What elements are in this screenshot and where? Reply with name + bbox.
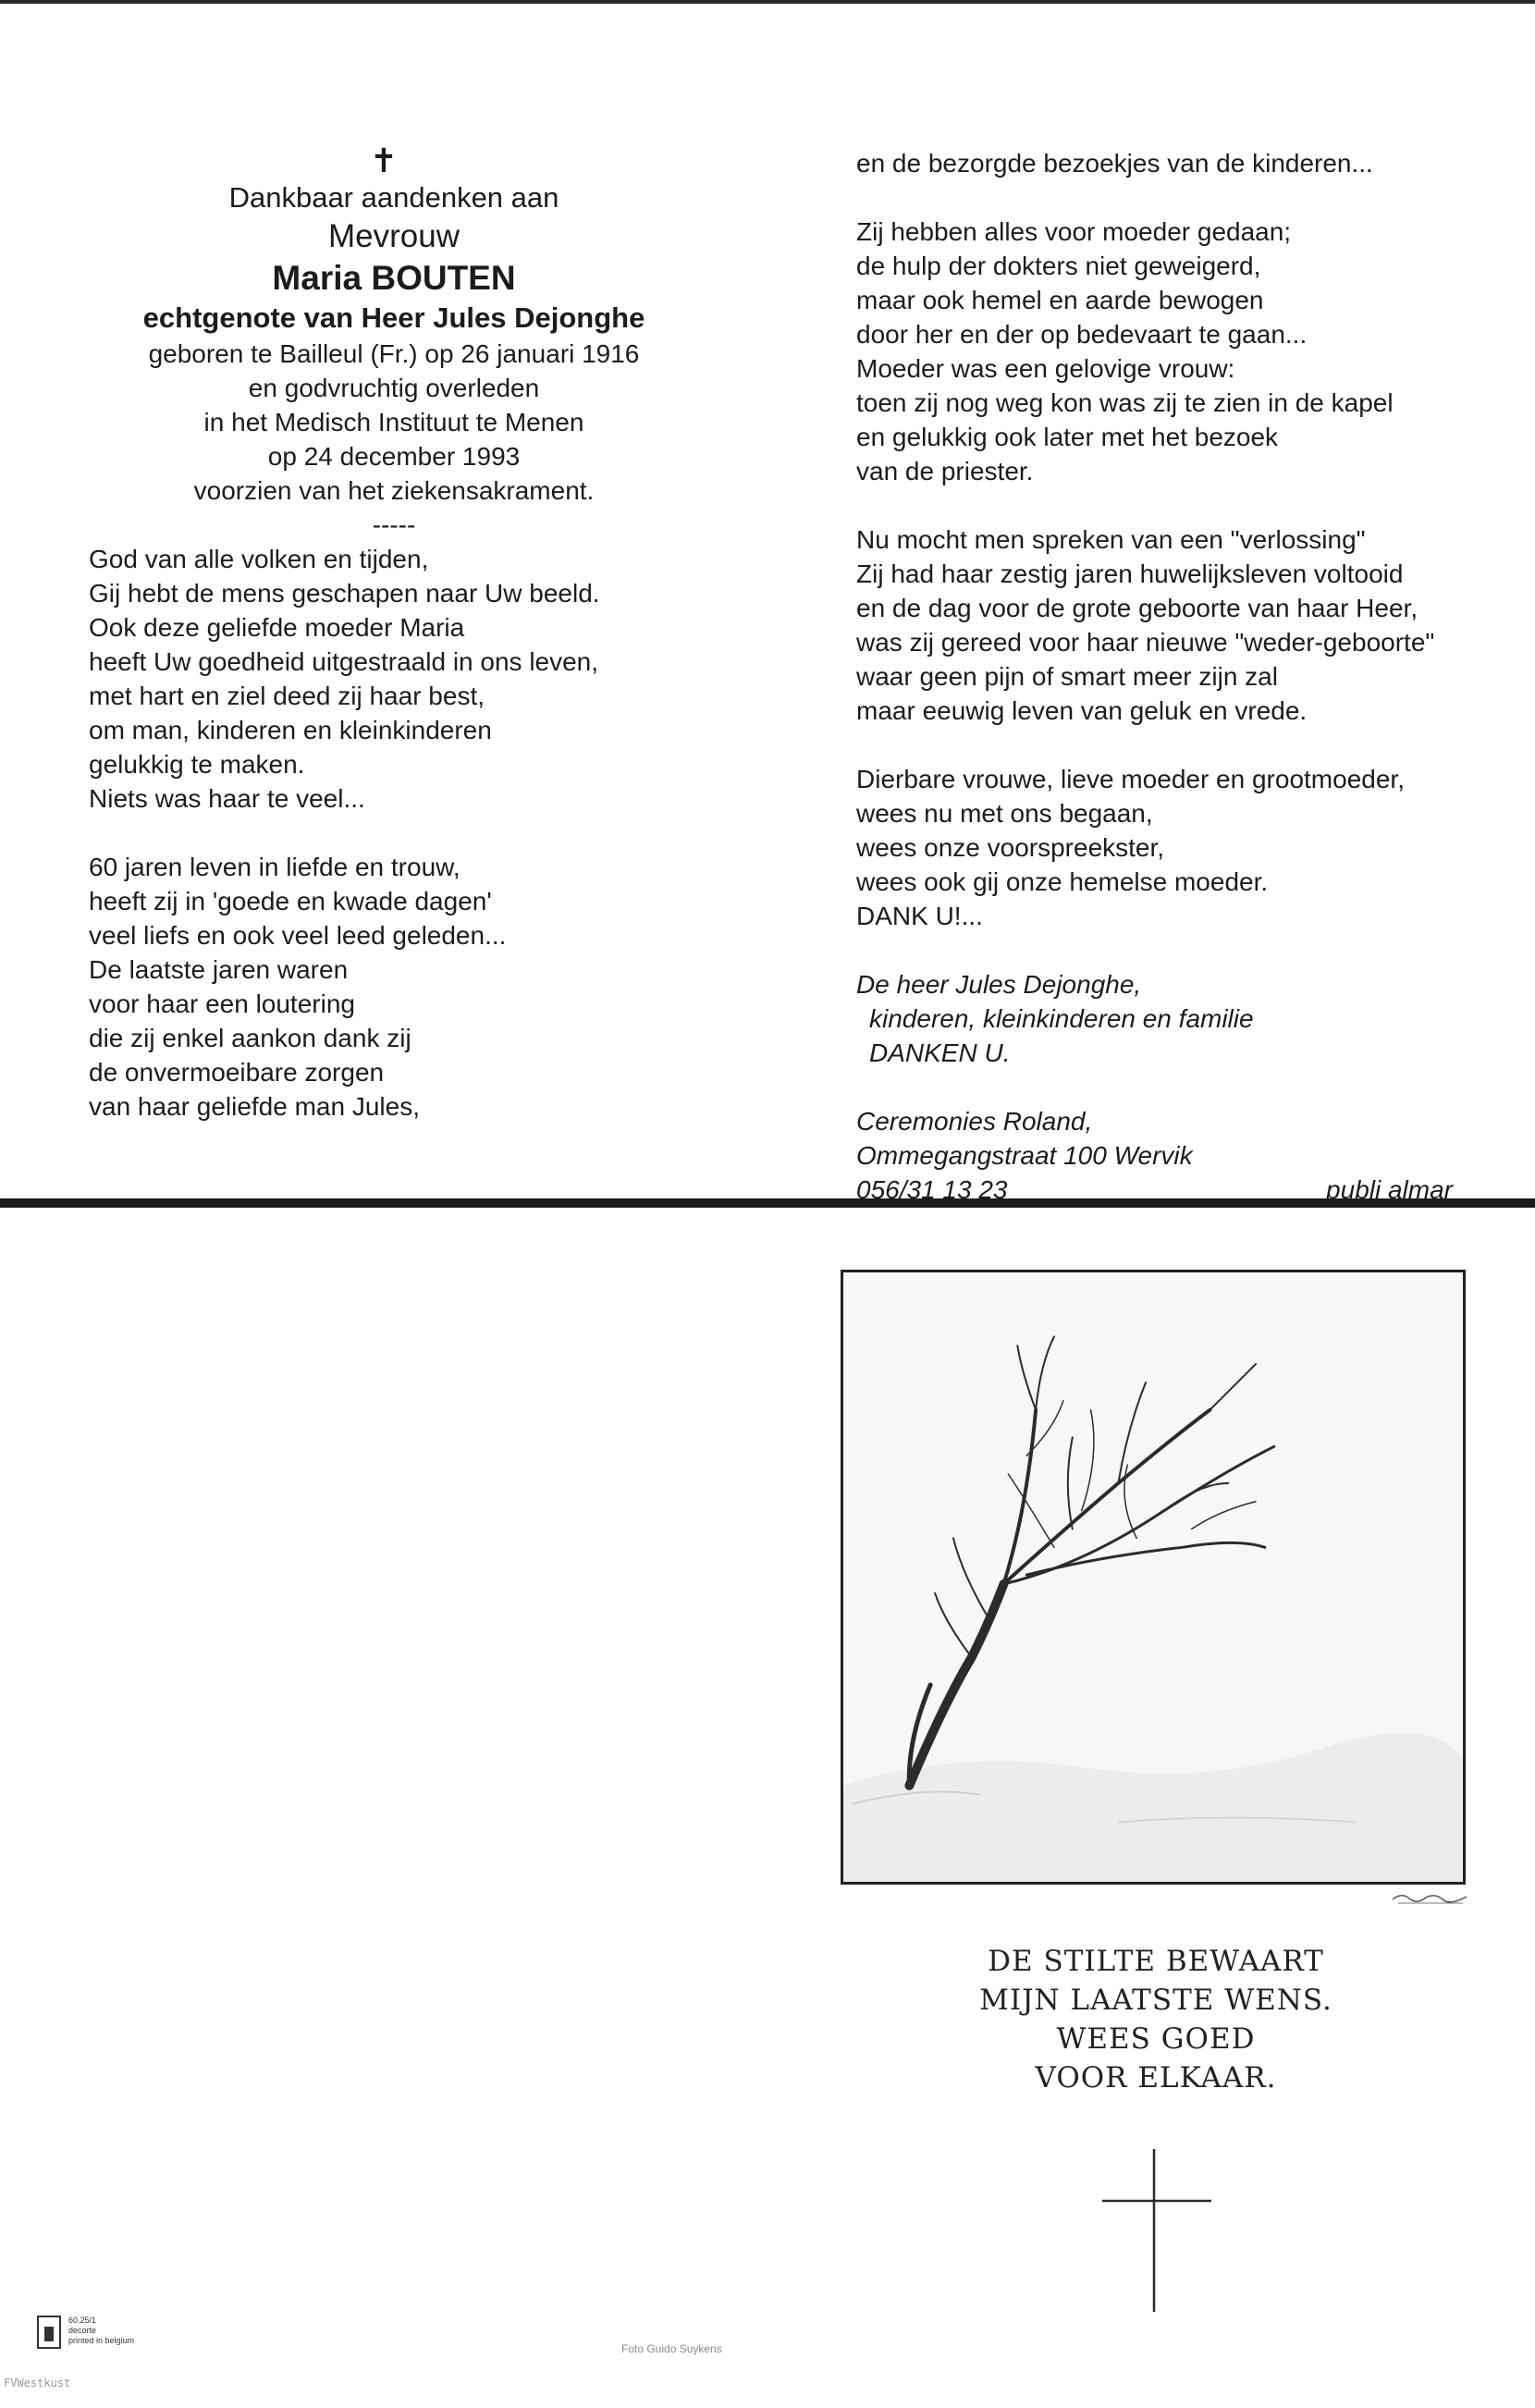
printer-mark [37,2316,194,2353]
text-line: die zij enkel aankon dank zij [89,1024,411,1052]
birth-line: geboren te Bailleul (Fr.) op 26 januari 1916 [148,339,640,368]
text-line: en de bezorgde bezoekjes van de kinderen... [856,149,1373,178]
text-line: DANK U!... [856,902,983,930]
undertaker-block [856,1104,1485,1207]
text-line: Nu mocht men spreken van een "verlossing" [856,525,1366,554]
text-line: maar ook hemel en aarde bewogen [856,286,1264,314]
photo-credit: Foto Guido Suykens [621,2342,722,2355]
spouse-line: echtgenote van Heer Jules Dejonghe [142,301,645,334]
printer-country: printed in belgium [68,2336,135,2345]
verse-line: VOOR ELKAAR. [1035,2061,1277,2095]
honorific: Mevrouw [328,218,460,254]
thanks-block [856,967,1485,1070]
text-line: was zij gereed voor haar nieuwe "weder-geboorte" [856,628,1435,657]
text-line: kinderen, kleinkinderen en familie [869,1004,1254,1033]
death-line-3: op 24 december 1993 [267,442,521,471]
text-line: wees onze voorspreekster, [856,833,1165,862]
text-line: heeft zij in 'goede en kwade dagen' [89,887,492,915]
text-line: van de priester. [856,457,1034,485]
undertaker-address: Ommegangstraat 100 Wervik [856,1141,1193,1170]
text-line: Ook deze geliefde moeder Maria [89,613,465,642]
closing-verse [888,1942,1424,2097]
windswept-tree-image [843,1272,1463,1882]
text-line: toen zij nog weg kon was zij te zien in de kapel [856,388,1394,417]
verse-line: MIJN LAATSTE WENS. [979,1984,1332,2017]
prayer-paragraph-1 [89,542,699,816]
text-line: De laatste jaren waren [89,955,349,984]
photographer-signature-icon [1391,1890,1468,1905]
prayer-paragraph-2 [89,850,699,1124]
sacrament-line: voorzien van het ziekensakrament. [193,476,595,505]
text-line: veel liefs en ook veel leed geleden... [89,921,507,950]
text-line: heeft Uw goedheid uitgestraald in ons leven, [89,647,599,676]
text-line: Dierbare vrouwe, lieve moeder en grootmoeder, [856,765,1405,793]
text-line: en gelukkig ook later met het bezoek [856,423,1279,451]
text-line: wees ook gij onze hemelse moeder. [856,867,1269,896]
large-cross-icon [1100,2147,1213,2314]
text-line: maar eeuwig leven van geluk en vrede. [856,696,1308,725]
printer-code: 60.25/1 [68,2316,97,2325]
text-line: wees nu met ons begaan, [856,799,1153,828]
small-cross-icon: ✝ [369,141,399,179]
death-line-1: en godvruchtig overleden [248,374,540,402]
text-line: De heer Jules Dejonghe, [856,970,1142,999]
text-line: de onvermoeibare zorgen [89,1058,385,1087]
left-column [89,142,699,1124]
verse-line: WEES GOED [1056,2022,1256,2056]
watermark: FVWestkust [4,2377,71,2390]
text-line: Moeder was een gelovige vrouw: [856,354,1235,383]
text-line: Zij hebben alles voor moeder gedaan; [856,217,1292,246]
text-line: met hart en ziel deed zij haar best, [89,682,485,710]
text-line: voor haar een loutering [89,989,355,1018]
printer-logo-icon [37,2316,61,2349]
paragraph-3 [856,522,1485,728]
undertaker-phone: 056/31 13 23 [856,1175,1008,1204]
undertaker-name: Ceremonies Roland, [856,1107,1093,1136]
text-line: de hulp der dokters niet geweigerd, [856,252,1261,280]
printer-credit: publi almar [1326,1175,1453,1204]
header-block [89,142,699,542]
text-line: door her en der op bedevaart te gaan... [856,320,1308,349]
text-line: van haar geliefde man Jules, [89,1092,420,1121]
tree-photo [841,1270,1466,1885]
text-line: en de dag voor de grote geboorte van haar Heer, [856,594,1418,622]
text-line: Zij had haar zestig jaren huwelijksleven voltooid [856,559,1404,588]
text-line: waar geen pijn of smart meer zijn zal [856,662,1278,691]
text-line: God van alle volken en tijden, [89,545,429,573]
right-column [856,146,1485,1207]
death-line-2: in het Medisch Instituut te Menen [203,408,584,436]
text-line: Gij hebt de mens geschapen naar Uw beeld. [89,579,600,608]
divider: ----- [372,510,416,539]
paragraph-2 [856,215,1485,488]
printer-name: decorte [68,2326,97,2335]
text-line: gelukkig te maken. [89,750,305,779]
text-line: om man, kinderen en kleinkinderen [89,716,492,744]
intro-text: Dankbaar aandenken aan [228,181,559,214]
deceased-name: Maria BOUTEN [272,259,516,297]
verse-line: DE STILTE BEWAART [988,1945,1324,1978]
paragraph-1 [856,146,1485,180]
text-line: DANKEN U. [869,1038,1011,1067]
paragraph-4 [856,762,1485,933]
text-line: 60 jaren leven in liefde en trouw, [89,853,460,881]
text-line: Niets was haar te veel... [89,784,365,813]
